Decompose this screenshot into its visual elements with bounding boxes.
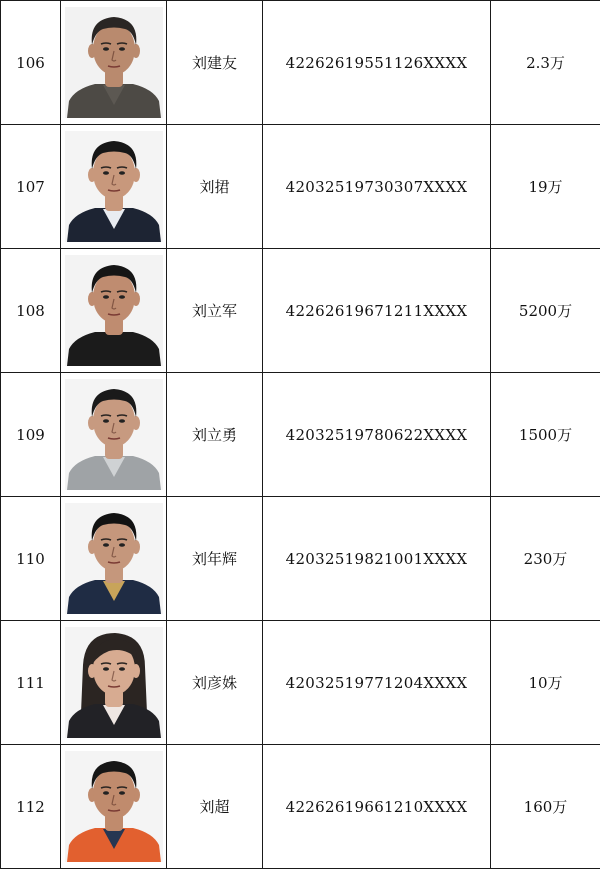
row-number: 107	[1, 125, 61, 249]
portrait-photo	[65, 379, 163, 490]
row-number: 109	[1, 373, 61, 497]
table-row	[1, 249, 600, 373]
person-name: 刘建友	[167, 1, 263, 125]
photo-cell	[61, 125, 167, 249]
portrait-photo	[65, 627, 163, 738]
id-number: 42032519821001XXXX	[263, 497, 491, 621]
id-number: 42262619661210XXXX	[263, 745, 491, 869]
id-number: 42262619551126XXXX	[263, 1, 491, 125]
row-number: 111	[1, 621, 61, 745]
portrait-photo	[65, 7, 163, 118]
id-number: 42032519730307XXXX	[263, 125, 491, 249]
portrait-photo	[65, 503, 163, 614]
photo-cell	[61, 621, 167, 745]
amount-value: 2.3万	[491, 1, 600, 125]
table-row	[1, 125, 600, 249]
amount-value: 10万	[491, 621, 600, 745]
amount-value: 160万	[491, 745, 600, 869]
photo-cell	[61, 497, 167, 621]
table-row	[1, 621, 600, 745]
row-number: 108	[1, 249, 61, 373]
table-row	[1, 373, 600, 497]
person-name: 刘捃	[167, 125, 263, 249]
records-table-body	[1, 1, 600, 869]
id-number: 42262619671211XXXX	[263, 249, 491, 373]
photo-cell	[61, 249, 167, 373]
person-name: 刘年辉	[167, 497, 263, 621]
photo-cell	[61, 745, 167, 869]
row-number: 106	[1, 1, 61, 125]
person-name: 刘超	[167, 745, 263, 869]
portrait-photo	[65, 255, 163, 366]
portrait-photo	[65, 751, 163, 862]
photo-cell	[61, 1, 167, 125]
table-row	[1, 497, 600, 621]
table-row	[1, 1, 600, 125]
row-number: 110	[1, 497, 61, 621]
amount-value: 19万	[491, 125, 600, 249]
table-row	[1, 745, 600, 869]
amount-value: 1500万	[491, 373, 600, 497]
row-number: 112	[1, 745, 61, 869]
amount-value: 230万	[491, 497, 600, 621]
photo-cell	[61, 373, 167, 497]
portrait-photo	[65, 131, 163, 242]
person-name: 刘立军	[167, 249, 263, 373]
amount-value: 5200万	[491, 249, 600, 373]
id-number: 42032519771204XXXX	[263, 621, 491, 745]
id-number: 42032519780622XXXX	[263, 373, 491, 497]
person-name: 刘立勇	[167, 373, 263, 497]
person-name: 刘彦姝	[167, 621, 263, 745]
